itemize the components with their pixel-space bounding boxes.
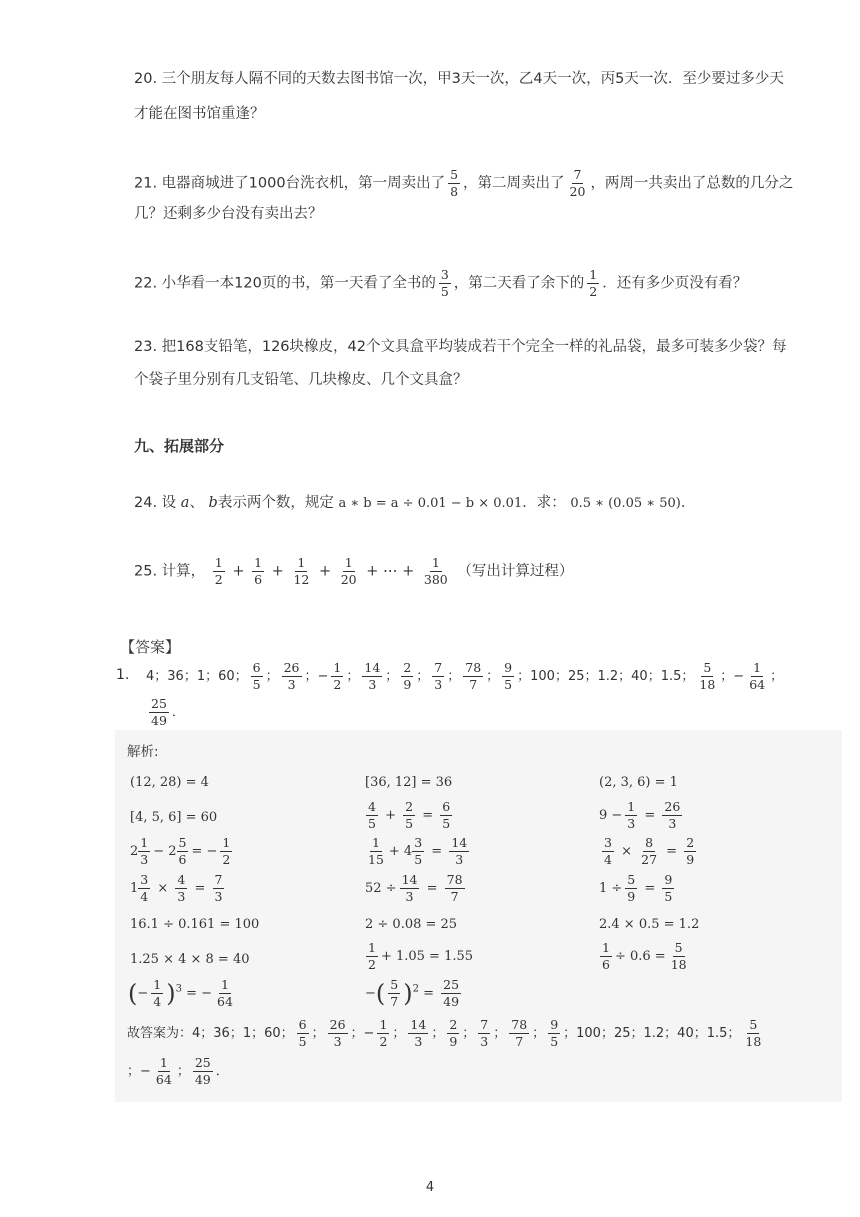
question-21 (134, 168, 793, 199)
answer-line-2 (146, 697, 185, 728)
ellipsis: + ⋯ + (366, 563, 415, 580)
answer-number: 1. (116, 667, 130, 683)
calc-half-plus: $\frac{1}{2}$ + 1.05 = 1.55 (368, 940, 474, 972)
final-label: 故答案为： (127, 1026, 193, 1041)
calc-cube-negative: (− $\frac{1}{4}$ )$^3$ = − $\frac{1}{64}$ (128, 977, 233, 1009)
q24-text-c: ．求： (522, 495, 566, 511)
calc-gcd-2-3-6: (2, 3, 6) = 1 (599, 775, 678, 790)
q25-text-a: 25. 计算， (134, 563, 206, 580)
sep: ；− (304, 669, 329, 684)
page-number: 4 (425, 1180, 435, 1195)
calc-sixth-divide: $\frac{1}{6}$ ÷ 0.6 = $\frac{5}{18}$ (602, 940, 687, 972)
calc-decimal-multiply-2: 1.25 × 4 × 8 = 40 (130, 952, 250, 967)
q25-frac-3: $\frac{1}{12}$ (293, 555, 310, 587)
period: ． (171, 705, 185, 720)
final-answer-line-1: 故答案为：4；36；1；60； $\frac{6}{5}$ ； $\frac{26}{3}$ ；− $\frac{1}{2}$ ； $\frac{14}{3}$ ； $\frac{2}{9}$ ； $\frac{7}{3}$ ； $\frac{78}{7}$ ； $\frac{9}{5}$ ；100；25；1.2；40；1.5； $\frac{5}{18}$ (127, 1017, 762, 1049)
ans-frac: $\frac{7}{3}$ (434, 660, 443, 692)
calc-mixed-add: $\frac{1}{15}$ + 4 $\frac{3}{5}$ = $\frac{14}{3}$ (368, 835, 468, 867)
question-22 (134, 268, 747, 299)
ans-frac: $\frac{5}{18}$ (699, 660, 716, 692)
plus-sign: + (318, 563, 332, 580)
answer-heading: 【答案】 (120, 638, 181, 656)
sep: ； (346, 669, 360, 684)
final-answer-line-2: ；− $\frac{1}{64}$ ； $\frac{25}{49}$ ． (127, 1055, 229, 1087)
ans-frac: $\frac{14}{3}$ (364, 660, 381, 692)
sep: ； (486, 669, 500, 684)
q25-frac-last: $\frac{1}{380}$ (423, 555, 448, 587)
ans-frac: $\frac{1}{64}$ (749, 660, 766, 692)
ans-int: 4；36；1；60； (146, 669, 248, 684)
q24-expression: 0.5 ∗ (0.05 ∗ 50) (570, 496, 681, 511)
question-23-cont (134, 369, 468, 391)
calc-mixed-multiply: 1 $\frac{3}{4}$ × $\frac{4}{3}$ = $\frac{7}{3}$ (130, 872, 223, 904)
question-20 (134, 68, 784, 90)
q24-end: ． (680, 495, 696, 511)
calc-lcm-4-5-6: [4, 5, 6] = 60 (130, 810, 218, 825)
ans-int: ；100；25；1.2；40；1.5； (517, 669, 695, 684)
sep: ；− (720, 669, 745, 684)
q22-frac-1: $\frac{3}{5}$ (440, 267, 449, 299)
analysis-label: 解析: (127, 744, 159, 760)
q22-text-a: 22. 小华看一本120页的书，第一天看了全书的 (134, 275, 436, 292)
calc-frac-add: $\frac{4}{5}$ + $\frac{2}{5}$ = $\frac{6}{5}$ (368, 799, 451, 831)
question-24 (134, 492, 695, 515)
ans-frac: $\frac{2}{9}$ (403, 660, 412, 692)
question-21-cont (134, 203, 323, 225)
q22-text-b: ，第二天看了余下的 (453, 275, 585, 292)
ans-frac: $\frac{25}{49}$ (151, 696, 167, 728)
ans-frac: $\frac{1}{2}$ (333, 660, 342, 692)
q25-tail: （写出计算过程） (457, 563, 574, 580)
q21-text-c: ，两周一共卖出了总数的几分之 (590, 175, 794, 192)
ans-frac: $\frac{26}{3}$ (283, 660, 300, 692)
ans-frac: $\frac{78}{7}$ (465, 660, 482, 692)
calc-square-negative: −( $\frac{5}{7}$ )$^2$ = $\frac{25}{49}$ (365, 977, 460, 1009)
plus-sign: + (232, 563, 245, 580)
q23-line1: 23. 把168支铅笔，126块橡皮，42个文具盒平均装成若干个完全一样的礼品袋，最多可装多少袋？每 (134, 339, 787, 355)
question-20-cont (134, 103, 265, 125)
ans-frac: $\frac{9}{5}$ (504, 660, 513, 692)
answer-line-1 (146, 661, 783, 692)
q22-text-c: ．还有多少页没有看？ (602, 275, 748, 292)
q24-text-a: 24. 设 (134, 495, 177, 511)
q24-text-b: 表示两个数，规定 (217, 495, 334, 511)
q24-definition: a ∗ b = a ÷ 0.01 − b × 0.01 (338, 496, 523, 511)
calc-frac-multiply: $\frac{3}{4}$ × $\frac{8}{27}$ = $\frac{2}{9}$ (604, 835, 695, 867)
q21-text-b: ，第二周卖出了 (463, 175, 565, 192)
calc-decimal-divide-1: 16.1 ÷ 0.161 = 100 (130, 917, 260, 932)
sep: ； (265, 669, 279, 684)
plus-sign: + (271, 563, 284, 580)
calc-mixed-subtract: 2 $\frac{1}{3}$ − 2 $\frac{5}{6}$ = − $\frac{1}{2}$ (130, 835, 231, 867)
q25-frac-4: $\frac{1}{20}$ (340, 555, 357, 587)
q21-line2: 几？还剩多少台没有卖出去？ (134, 206, 323, 222)
q21-frac-2: $\frac{7}{20}$ (569, 167, 586, 199)
calc-52-divide: 52 ÷ $\frac{14}{3}$ = $\frac{78}{7}$ (365, 872, 463, 904)
question-25 (134, 556, 573, 587)
analysis-panel (115, 730, 842, 1102)
q21-text-a: 21. 电器商城进了1000台洗衣机，第一周卖出了 (134, 175, 446, 192)
q24-sep: 、 (189, 495, 204, 511)
section-heading: 九、拓展部分 (134, 437, 225, 455)
sep: ； (416, 669, 430, 684)
q20-line2: 才能在图书馆重逢？ (134, 106, 265, 122)
sep: ； (385, 669, 399, 684)
q25-frac-1: $\frac{1}{2}$ (214, 555, 223, 587)
q21-frac-1: $\frac{5}{8}$ (450, 167, 459, 199)
calc-decimal-multiply: 2.4 × 0.5 = 1.2 (599, 917, 700, 932)
calc-lcm-36-12: [36, 12] = 36 (365, 775, 453, 790)
q24-var-b: b (208, 495, 218, 511)
q24-var-a: a (180, 495, 190, 511)
sep: ； (770, 669, 784, 684)
q22-frac-2: $\frac{1}{2}$ (589, 267, 598, 299)
calc-1-divide: 1 ÷ $\frac{5}{9}$ = $\frac{9}{5}$ (599, 872, 673, 904)
sep: ； (447, 669, 461, 684)
q20-line1: 20. 三个朋友每人隔不同的天数去图书馆一次，甲3天一次，乙4天一次，丙5天一次．至少要过多少天 (134, 71, 784, 87)
question-23 (134, 336, 786, 358)
q25-frac-2: $\frac{1}{6}$ (254, 555, 263, 587)
ans-frac: $\frac{6}{5}$ (252, 660, 261, 692)
calc-gcd-12-28: (12, 28) = 4 (130, 775, 209, 790)
calc-decimal-divide-2: 2 ÷ 0.08 = 25 (365, 917, 458, 932)
q23-line2: 个袋子里分别有几支铅笔、几块橡皮、几个文具盒？ (134, 372, 468, 388)
calc-9-minus-third: 9 − $\frac{1}{3}$ = $\frac{26}{3}$ (599, 799, 681, 831)
